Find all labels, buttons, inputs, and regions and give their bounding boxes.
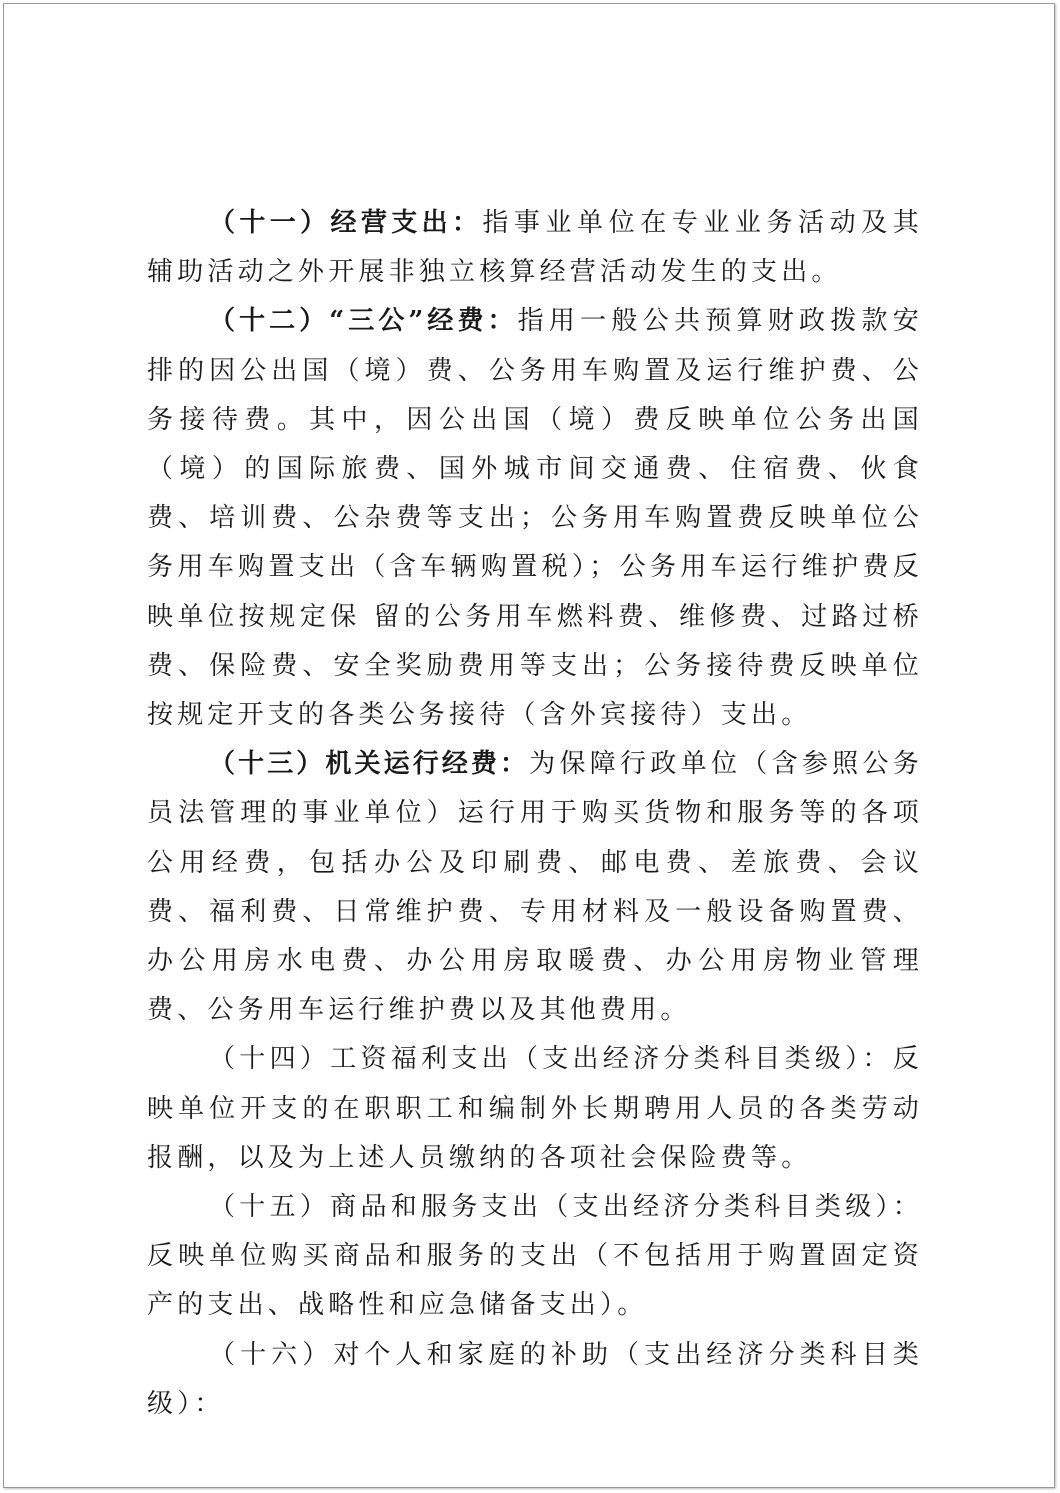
paragraph-heading: （十三）机关运行经费： [209, 749, 530, 780]
paragraph-three-public-expenses [147, 297, 923, 740]
paragraph-operating-expenditure [147, 199, 923, 297]
paragraph-salary-welfare [147, 1035, 923, 1183]
paragraph-text: （十六）对个人和家庭的补助（支出经济分类科目类级）： [147, 1339, 923, 1419]
paragraph-agency-operating-funds [147, 740, 923, 1035]
paragraph-goods-services [147, 1183, 923, 1331]
paragraph-text: （十五）商品和服务支出（支出经济分类科目类级）：反映单位购买商品和服务的支出（不包括用于购置固定资产的支出、战略性和应急储备支出）。 [147, 1192, 923, 1321]
paragraph-text: （十四）工资福利支出（支出经济分类科目类级）：反映单位开支的在职职工和编制外长期聘用人员的各类劳动报酬，以及为上述人员缴纳的各项社会保险费等。 [147, 1044, 923, 1173]
document-body [147, 199, 923, 1429]
document-page [3, 3, 1055, 1488]
paragraph-text: 为保障行政单位（含参照公务员法管理的事业单位）运行用于购买货物和服务等的各项公用经费，包括办公及印刷费、邮电费、差旅费、会议费、福利费、日常维护费、专用材料及一般设备购置费、办公用房水电费、办公用房取暖费、办公用房物业管理费、公务用车运行维护费以及其他费用。 [147, 749, 923, 1026]
paragraph-heading: （十一）经营支出： [209, 208, 483, 238]
paragraph-text: 指事业单位在专业业务活动及其辅助活动之外开展非独立核算经营活动发生的支出。 [147, 208, 923, 288]
paragraph-text: 指用一般公共预算财政拨款安排的因公出国（境）费、公务用车购置及运行维护费、公务接待费。其中，因公出国（境）费反映单位公务出国（境）的国际旅费、国外城市间交通费、住宿费、伙食费、培训费、公杂费等支出；公务用车购置费反映单位公务用车购置支出（含车辆购置税）；公务用车运行维护费反映单位按规定保 留的公务用车燃料费、维修费、过路过桥费、保险费、安全奖励费用等支出；公务接待费反映单位按规定开支的各类公务接待（含外宾接待）支出。 [147, 306, 923, 731]
paragraph-heading: （十二）“三公”经费： [209, 306, 518, 337]
paragraph-subsidies-households [147, 1331, 923, 1429]
